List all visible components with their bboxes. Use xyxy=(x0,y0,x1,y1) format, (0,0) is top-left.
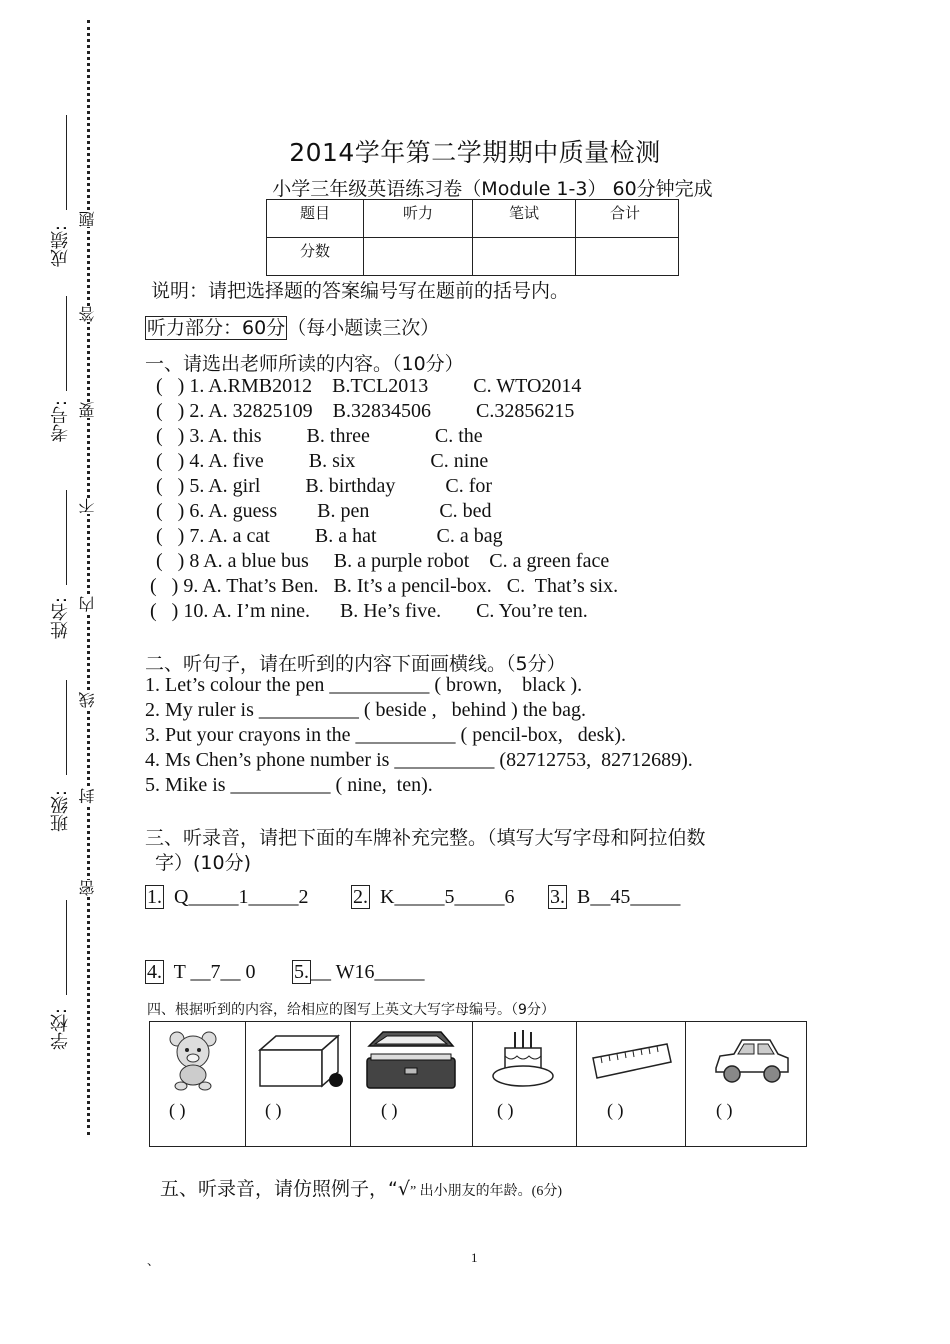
plate-item[interactable] xyxy=(145,961,256,984)
table-cell: 听力 xyxy=(364,200,473,238)
table-cell: 笔试 xyxy=(473,200,576,238)
margin-label-class: 班级: xyxy=(50,790,71,833)
seal-char: 内 xyxy=(78,596,97,612)
question-item[interactable]: ( ) 2. A. 32825109 B.32834506 C.32856215 xyxy=(156,400,575,422)
section2-title: 二、听句子，请在听到的内容下面画横线。（5分） xyxy=(145,653,566,675)
plate-number: 3. xyxy=(550,886,565,908)
score-table xyxy=(266,199,679,276)
section3-title-cont: 字）(10分) xyxy=(155,852,252,874)
section3-title: 三、听录音，请把下面的车牌补充完整。（填写大写字母和阿拉伯数 xyxy=(145,827,706,849)
table-row xyxy=(267,238,679,276)
question-item[interactable]: ( ) 4. A. five B. six C. nine xyxy=(156,450,489,472)
picture-cell xyxy=(473,1022,577,1147)
school-write-line xyxy=(66,900,67,995)
name-write-line xyxy=(66,490,67,585)
plate-item[interactable] xyxy=(548,886,680,909)
seal-char: 线 xyxy=(78,692,97,708)
table-cell: 题目 xyxy=(267,200,364,238)
birthday-cake-icon xyxy=(491,1028,555,1090)
picture-table xyxy=(149,1021,807,1147)
table-cell: 分数 xyxy=(267,238,364,276)
plate-number: 2. xyxy=(353,886,368,908)
car-icon xyxy=(712,1032,792,1088)
sentence-item[interactable]: 2. My ruler is __________ ( beside , behind ) the bag. xyxy=(145,699,587,721)
section5-title-small: ” 出小朋友的年龄。(6分) xyxy=(409,1184,563,1199)
section5-title xyxy=(160,1174,562,1201)
question-item[interactable]: ( ) 3. A. this B. three C. the xyxy=(156,425,483,447)
answer-blank[interactable]: ( ) xyxy=(381,1100,398,1120)
instructions: 说明：请把选择题的答案编号写在题前的括号内。 xyxy=(151,280,570,302)
answer-blank[interactable]: ( ) xyxy=(169,1100,186,1120)
answer-blank[interactable]: ( ) xyxy=(716,1100,733,1120)
picture-cell xyxy=(577,1022,686,1147)
teddy-bear-icon xyxy=(164,1030,222,1092)
plate-text: K_____5_____6 xyxy=(380,886,515,908)
seal-char: 题 xyxy=(78,211,97,227)
seal-char: 答 xyxy=(78,306,97,322)
seal-char: 密 xyxy=(78,880,97,896)
seal-char: 要 xyxy=(78,402,97,418)
sentence-item[interactable]: 4. Ms Chen’s phone number is __________ (82712753, 82712689). xyxy=(145,749,693,771)
picture-cell xyxy=(246,1022,351,1147)
margin-label-score: 成绩: xyxy=(50,225,71,268)
listening-note: （每小题读三次） xyxy=(287,317,440,339)
picture-cell xyxy=(686,1022,807,1147)
question-item[interactable]: ( ) 9. A. That’s Ben. B. It’s a pencil-box. C. That’s six. xyxy=(150,575,619,597)
section4-title: 四、根据听到的内容，给相应的图写上英文大写字母编号。（9分） xyxy=(147,1002,555,1018)
picture-cell xyxy=(351,1022,473,1147)
page-subtitle: 小学三年级英语练习卷（Module 1-3） 60分钟完成 xyxy=(272,178,713,200)
answer-blank[interactable]: ( ) xyxy=(607,1100,624,1120)
plate-text: T __7__ 0 xyxy=(173,961,256,983)
ruler-icon xyxy=(591,1042,673,1082)
plate-text: Q_____1_____2 xyxy=(174,886,309,908)
answer-blank[interactable]: ( ) xyxy=(265,1100,282,1120)
listening-label: 听力部分：60分 xyxy=(147,317,286,339)
plate-number: 4. xyxy=(147,961,162,983)
class-write-line xyxy=(66,680,67,775)
box-with-ball-icon xyxy=(256,1032,346,1090)
picture-cell xyxy=(150,1022,246,1147)
check-mark-icon: √ xyxy=(397,1178,410,1200)
score-input-cell[interactable] xyxy=(364,238,473,276)
margin-label-exam-number: 考号: xyxy=(50,400,71,443)
plate-item[interactable] xyxy=(292,961,425,984)
plate-text: B__45_____ xyxy=(577,886,681,908)
score-input-cell[interactable] xyxy=(473,238,576,276)
plate-item[interactable] xyxy=(351,886,514,909)
table-row xyxy=(267,200,679,238)
seal-char: 不 xyxy=(78,498,97,514)
section5-title-main: 五、听录音，请仿照例子，“ xyxy=(160,1178,398,1200)
table-cell: 合计 xyxy=(576,200,679,238)
page-number: 1 xyxy=(471,1250,478,1265)
briefcase-icon xyxy=(361,1028,461,1094)
table-row xyxy=(150,1022,807,1147)
sentence-item[interactable]: 1. Let’s colour the pen __________ ( brown, black ). xyxy=(145,674,583,696)
question-item[interactable]: ( ) 10. A. I’m nine. B. He’s five. C. You’re ten. xyxy=(150,600,588,622)
footer-mark: 、 xyxy=(147,1254,160,1268)
question-item[interactable]: ( ) 7. A. a cat B. a hat C. a bag xyxy=(156,525,503,547)
question-item[interactable]: ( ) 6. A. guess B. pen C. bed xyxy=(156,500,492,522)
plate-text: __ W16_____ xyxy=(311,961,425,983)
margin-label-name: 姓名: xyxy=(50,597,71,640)
question-item[interactable]: ( ) 1. A.RMB2012 B.TCL2013 C. WTO2014 xyxy=(156,375,582,397)
margin-label-school: 学校: xyxy=(50,1008,71,1051)
seal-char: 封 xyxy=(78,788,97,804)
question-item[interactable]: ( ) 8 A. a blue bus B. a purple robot C. a green face xyxy=(156,550,610,572)
section1-title: 一、请选出老师所读的内容。（10分） xyxy=(145,353,464,375)
sentence-item[interactable]: 3. Put your crayons in the __________ ( pencil-box, desk). xyxy=(145,724,627,746)
plate-item[interactable] xyxy=(145,886,308,909)
plate-number: 5. xyxy=(294,961,309,983)
page-title: 2014学年第二学期期中质量检测 xyxy=(289,138,661,167)
exam-number-write-line xyxy=(66,296,67,391)
listening-header xyxy=(145,313,439,340)
score-input-cell[interactable] xyxy=(576,238,679,276)
question-item[interactable]: ( ) 5. A. girl B. birthday C. for xyxy=(156,475,493,497)
answer-blank[interactable]: ( ) xyxy=(497,1100,514,1120)
sentence-item[interactable]: 5. Mike is __________ ( nine, ten). xyxy=(145,774,433,796)
plate-number: 1. xyxy=(147,886,162,908)
